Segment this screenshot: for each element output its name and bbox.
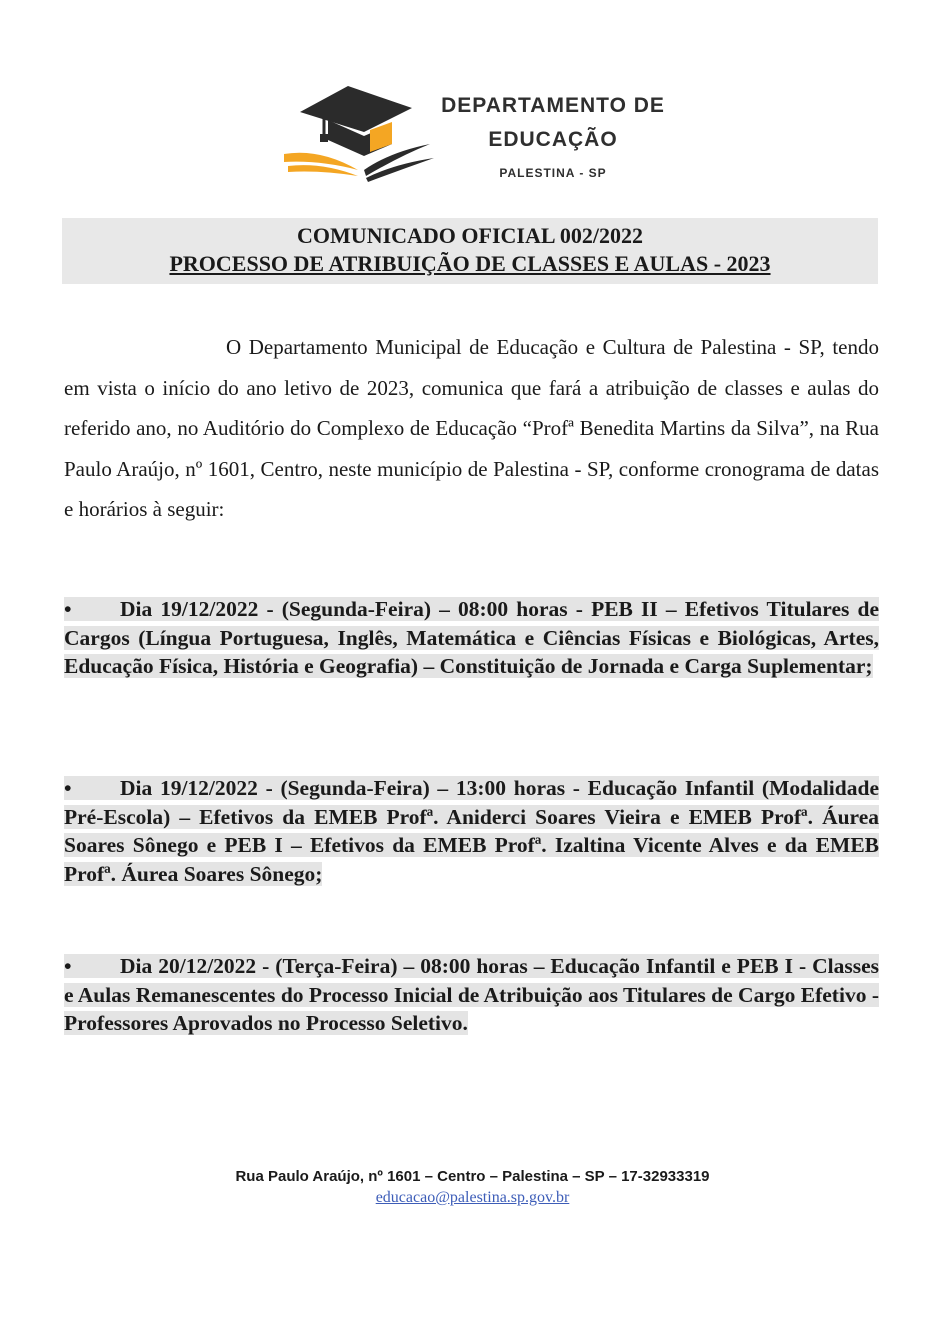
intro-text: O Departamento Municipal de Educação e Cultura de Palestina - SP, tendo em vista o início do ano letivo de 2023, comunica que fará a atribuição de classes e aulas do referido ano, no Auditório do Complexo de Educação “Profª Benedita Martins da Silva”, na Rua Paulo Araújo, nº 1601, Centro, neste município de Palestina - SP, conforme cronograma de datas e horários à seguir: [64,335,879,521]
department-logo [280,78,680,198]
footer-email-link[interactable]: educacao@palestina.sp.gov.br [375,1189,570,1206]
bullet-icon: • [64,597,72,621]
document-title: COMUNICADO OFICIAL 002/2022 [297,223,643,248]
schedule-item [64,952,879,1038]
bullet-icon: • [64,954,72,978]
document-title-block [62,218,878,284]
document-subtitle: PROCESSO DE ATRIBUIÇÃO DE CLASSES E AULAS - 2023 [169,251,771,276]
footer-address: Rua Paulo Araújo, nº 1601 – Centro – Palestina – SP – 17-32933319 [235,1168,710,1185]
org-location: PALESTINA - SP [499,166,607,180]
logo-text [438,94,668,180]
schedule-item-text: Dia 20/12/2022 - (Terça-Feira) – 08:00 horas – Educação Infantil e PEB I - Classes e Aulas Remanescentes do Processo Inicial de Atribuição aos Titulares de Cargo Efetivo - Professores Aprovados no Processo Seletivo. [64,954,879,1035]
schedule-item-text: Dia 19/12/2022 - (Segunda-Feira) – 13:00 horas - Educação Infantil (Modalidade Pré-Escola) – Efetivos da EMEB Profª. Aniderci Soares Vieira e EMEB Profª. Áurea Soares Sônego e PEB I – Efetivos da EMEB Profª. Izaltina Vicente Alves e da EMEB Profª. Áurea Soares Sônego; [64,776,879,886]
org-name-line1: DEPARTAMENTO DE [441,94,665,117]
graduation-cap-logo-icon [280,78,440,188]
footer [0,1168,945,1207]
intro-paragraph [64,327,879,530]
schedule-item-text: Dia 19/12/2022 - (Segunda-Feira) – 08:00 horas - PEB II – Efetivos Titulares de Cargos (Língua Portuguesa, Inglês, Matemática e Ciências Físicas e Biológicas, Artes, Educação Física, História e Geografia) – Constituição de Jornada e Carga Suplementar; [64,597,879,678]
schedule-item [64,595,879,681]
schedule-item [64,774,879,888]
org-name-line2: EDUCAÇÃO [488,128,618,151]
bullet-icon: • [64,776,72,800]
